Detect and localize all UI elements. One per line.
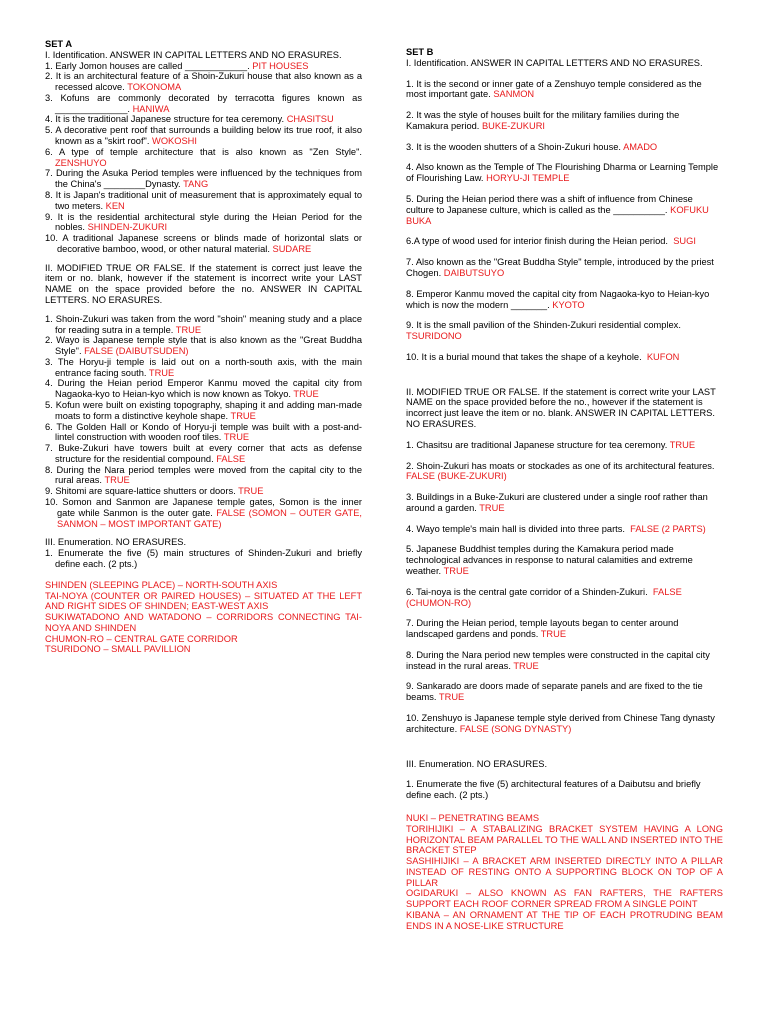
answer-text: DAIBUTSUYO bbox=[443, 267, 505, 278]
answer-text: TRUE bbox=[148, 367, 175, 378]
set-a-column bbox=[45, 39, 362, 655]
answer-text: ZENSHUYO bbox=[55, 157, 107, 168]
list-item bbox=[406, 524, 723, 535]
question-text: 5. A decorative pent roof that surrounds a building below its true roof, it also known as a "skirt roof". bbox=[45, 125, 362, 147]
list-item bbox=[406, 650, 723, 672]
answer-text: CHASITSU bbox=[286, 114, 334, 125]
question-text: 8. During the Nara period new temples were constructed in the capital city instead in the rural areas. bbox=[406, 649, 710, 671]
answer-text: FALSE bbox=[216, 453, 246, 464]
question-text: 3. It is the wooden shutters of a Shoin-Zukuri house. bbox=[406, 141, 621, 152]
list-item bbox=[45, 335, 362, 357]
answer-text: FALSE (SOMON – OUTER GATE, SANMON – MOST IMPORTANT GATE) bbox=[57, 507, 363, 529]
answer-text: TRUE bbox=[513, 660, 539, 671]
list-item bbox=[45, 71, 362, 93]
answer-text: FALSE (SONG DYNASTY) bbox=[459, 723, 572, 734]
question-text: 9. Shitomi are square-lattice shutters or doors. bbox=[45, 486, 236, 497]
question-text: 2. Wayo is Japanese temple style that is also known as the "Great Buddha Style". bbox=[45, 335, 362, 357]
set-a-enumeration-answers bbox=[45, 580, 362, 655]
set-a-enumeration-question: 1. Enumerate the five (5) main structures of Shinden-Zukuri and briefly define each. (2 pts.) bbox=[45, 548, 362, 569]
question-text: 6. The Golden Hall or Kondo of Horyu-ji temple was built with a post-and-lintel construction with wooden roof tiles. bbox=[45, 421, 362, 443]
list-item bbox=[45, 314, 362, 336]
answer-text: TRUE bbox=[293, 389, 319, 400]
answer-text: TANG bbox=[183, 179, 209, 190]
question-text: 7. During the Heian period, temple layouts began to center around landscaped gardens and ponds. bbox=[406, 618, 679, 640]
list-item bbox=[45, 147, 362, 169]
answer-text: KOFUKU BUKA bbox=[406, 204, 709, 226]
list-item bbox=[45, 212, 362, 234]
question-text: 5. During the Heian period there was a shift of influence from Chinese culture to Japanese culture, which is called as the __________. bbox=[406, 194, 693, 215]
set-a-identification-list bbox=[45, 61, 362, 255]
list-item: TAI-NOYA (COUNTER OR PAIRED HOUSES) – SITUATED AT THE LEFT AND RIGHT SIDES OF SHINDEN; EAST-WEST AXIS bbox=[45, 590, 362, 612]
list-item bbox=[45, 93, 362, 115]
list-item bbox=[406, 440, 723, 451]
question-text: 6. A type of temple architecture that is also known as "Zen Style". bbox=[45, 146, 362, 157]
list-item bbox=[406, 194, 723, 226]
answer-text: TRUE bbox=[479, 502, 505, 513]
set-b-enumeration-answers bbox=[406, 813, 723, 932]
question-text: 9. Sankarado are doors made of separate panels and are fixed to the tie beams. bbox=[406, 681, 703, 703]
list-item bbox=[406, 162, 723, 184]
question-text: 1. Chasitsu are traditional Japanese structure for tea ceremony. bbox=[406, 439, 668, 450]
set-b-true-false-heading: II. MODIFIED TRUE OR FALSE. If the statement is correct write your LAST NAME on the space provided before the no., however if the statement is incorrect just leave the item or no. blank. ANSWER IN CAPITAL LETTERS. NO ERASURES. bbox=[406, 386, 716, 429]
question-text: 8. During the Nara period temples were moved from the capital city to the rural areas. bbox=[45, 464, 362, 486]
question-text: 10. A traditional Japanese screens or blinds made of horizontal slats or decorative bamboo, wood, or other natural material. bbox=[45, 233, 362, 254]
list-item bbox=[406, 352, 723, 363]
question-text: 2. Shoin-Zukuri has moats or stockades as one of its architectural features. bbox=[406, 460, 715, 471]
list-item: CHUMON-RO – CENTRAL GATE CORRIDOR bbox=[45, 633, 238, 644]
set-a-identification-heading: I. Identification. ANSWER IN CAPITAL LETTERS AND NO ERASURES. bbox=[45, 49, 342, 60]
list-item bbox=[406, 236, 723, 247]
question-text: 1. Shoin-Zukuri was taken from the word "shoin" meaning study and a place for reading sutra in a temple. bbox=[45, 313, 362, 335]
list-item bbox=[45, 357, 362, 379]
question-text: 10. It is a burial mound that takes the shape of a keyhole. bbox=[406, 351, 642, 362]
question-text: 7. Buke-Zukuri have towers built at every corner that acts as defense structure for the residential compound. bbox=[45, 443, 362, 464]
list-item bbox=[406, 492, 723, 514]
list-item: OGIDARUKI – ALSO KNOWN AS FAN RAFTERS, THE RAFTERS SUPPORT EACH ROOF CORNER SPREAD FROM A SINGLE POINT bbox=[406, 888, 723, 910]
list-item bbox=[45, 378, 362, 400]
list-item: KIBANA – AN ORNAMENT AT THE TIP OF EACH PROTRUDING BEAM ENDS IN A NOSE-LIKE STRUCTURE bbox=[406, 909, 723, 931]
list-item bbox=[45, 190, 362, 212]
question-text: 9. It is the small pavilion of the Shinden-Zukuri residential complex. bbox=[406, 320, 681, 331]
answer-text: SANMON bbox=[493, 89, 535, 100]
list-item bbox=[406, 289, 723, 311]
answer-text: TRUE bbox=[443, 566, 469, 576]
answer-text: TRUE bbox=[175, 324, 202, 335]
question-text: 6.A type of wood used for interior finish during the Heian period. bbox=[406, 236, 669, 247]
set-a-title: SET A bbox=[45, 39, 73, 49]
list-item bbox=[406, 461, 723, 483]
list-item bbox=[406, 110, 723, 132]
question-text: 8. It is Japan's traditional unit of measurement that is approximately equal to two meters. bbox=[45, 189, 362, 211]
answer-text: TRUE bbox=[238, 486, 264, 497]
answer-text: FALSE (DAIBUTSUDEN) bbox=[84, 346, 189, 357]
question-text: 2. It is an architectural feature of a Shoin-Zukuri house that also known as a recessed alcove. bbox=[45, 71, 362, 93]
list-item bbox=[45, 125, 362, 147]
answer-text: SHINDEN-ZUKURI bbox=[87, 222, 168, 233]
list-item bbox=[406, 618, 723, 640]
set-a-true-false-heading: II. MODIFIED TRUE OR FALSE. If the statement is correct just leave the item or no. blank, however if the statement is incorrect write your LAST NAME on the space provided before the no. ANSWER IN CAPITAL LETTERS. NO ERASURES. bbox=[45, 262, 362, 305]
list-item bbox=[45, 61, 362, 72]
answer-text: TSURIDONO bbox=[406, 331, 462, 342]
list-item: SASHIHIJIKI – A BRACKET ARM INSERTED DIRECTLY INTO A PILLAR INSTEAD OF RESTING ONTO A SUPPORTING BLOCK ON TOP OF A PILLAR bbox=[406, 856, 723, 888]
answer-text: PIT HOUSES bbox=[252, 60, 309, 71]
question-text: 4. It is the traditional Japanese structure for tea ceremony. bbox=[45, 114, 285, 125]
question-text: 5. Kofun were built on existing topography, shaping it and adding man-made moats to form a distinctive keyhole shape. bbox=[45, 400, 362, 421]
list-item bbox=[45, 422, 362, 444]
list-item bbox=[406, 587, 723, 609]
answer-text: TOKONOMA bbox=[127, 82, 182, 93]
question-text: 4. During the Heian period Emperor Kanmu moved the capital city from Nagaoka-kyo to Heian-kyo which is now known as Tokyo. bbox=[45, 378, 362, 400]
answer-text: SUGI bbox=[673, 236, 696, 247]
list-item bbox=[45, 486, 362, 497]
answer-text: HORYU-JI TEMPLE bbox=[486, 173, 570, 184]
list-item: TORIHIJIKI – A STABALIZING BRACKET SYSTEM HAVING A LONG HORIZONTAL BEAM PARALLEL TO THE WALL AND INSERTED INTO THE BRACKET STEP bbox=[406, 823, 723, 856]
list-item bbox=[45, 114, 362, 125]
answer-text: FALSE (CHUMON-RO) bbox=[406, 586, 682, 608]
question-text: 4. Wayo temple's main hall is divided into three parts. bbox=[406, 523, 625, 534]
answer-text: WOKOSHI bbox=[152, 136, 197, 147]
list-item bbox=[45, 443, 362, 465]
list-item bbox=[45, 465, 362, 487]
answer-text: TRUE bbox=[540, 629, 567, 640]
answer-text: AMADO bbox=[623, 141, 658, 152]
question-text: 10. Zenshuyo is Japanese temple style derived from Chinese Tang dynasty architecture. bbox=[406, 713, 715, 734]
set-b-true-false-list bbox=[406, 440, 723, 735]
answer-text: FALSE (2 PARTS) bbox=[630, 523, 706, 534]
question-text: 1. Early Jomon houses are called ____________. bbox=[45, 60, 250, 71]
set-b-identification-heading: I. Identification. ANSWER IN CAPITAL LETTERS AND NO ERASURES. bbox=[406, 57, 703, 68]
question-text: 7. Also known as the "Great Buddha Style" temple, introduced by the priest Chogen. bbox=[406, 257, 714, 278]
answer-text: TRUE bbox=[669, 439, 696, 450]
question-text: 3. Buildings in a Buke-Zukuri are clustered under a single roof rather than around a garden. bbox=[406, 492, 708, 513]
question-text: 2. It was the style of houses built for the military families during the Kamakura period. bbox=[406, 110, 680, 131]
set-b-identification-list bbox=[406, 79, 723, 363]
list-item bbox=[406, 142, 723, 153]
answer-text: HANIWA bbox=[132, 103, 170, 114]
question-text: 6. Tai-noya is the central gate corridor of a Shinden-Zukuri. bbox=[406, 586, 648, 597]
question-text: 9. It is the residential architectural style during the Heian Period for the nobles. bbox=[45, 211, 362, 233]
question-text: 3. Kofuns are commonly decorated by terracotta figures known as ______________. bbox=[45, 92, 362, 114]
question-text: 8. Emperor Kanmu moved the capital city from Nagaoka-kyo to Heian-kyo which is now the modern _______. bbox=[406, 288, 710, 310]
list-item bbox=[406, 713, 723, 735]
list-item bbox=[45, 497, 362, 529]
list-item bbox=[406, 544, 723, 576]
set-b-title: SET B bbox=[406, 47, 434, 57]
question-text: 1. It is the second or inner gate of a Zenshuyo temple considered as the most important gate. bbox=[406, 78, 702, 100]
list-item bbox=[406, 320, 723, 342]
answer-text: KEN bbox=[105, 200, 125, 211]
set-b-column bbox=[406, 47, 723, 932]
answer-text: TRUE bbox=[223, 432, 250, 443]
answer-text: TRUE bbox=[104, 475, 130, 486]
question-text: 5. Japanese Buddhist temples during the Kamakura period made technological advances in response to natural calamities and extreme weather. bbox=[406, 544, 693, 576]
answer-text: TRUE bbox=[230, 410, 256, 421]
set-b-enumeration-heading: III. Enumeration. NO ERASURES. bbox=[406, 758, 548, 769]
answer-text: BUKE-ZUKURI bbox=[481, 120, 546, 131]
list-item bbox=[45, 400, 362, 422]
list-item bbox=[45, 233, 362, 255]
question-text: 3. The Horyu-ji temple is laid out on a north-south axis, with the main entrance facing south. bbox=[45, 356, 362, 378]
question-text: 7. During the Asuka Period temples were influenced by the techniques from the China's ________Dynasty. bbox=[45, 168, 362, 190]
list-item bbox=[406, 79, 723, 101]
list-item: TSURIDONO – SMALL PAVILLION bbox=[45, 644, 191, 655]
list-item bbox=[45, 168, 362, 190]
set-b-enumeration-question: 1. Enumerate the five (5) architectural features of a Daibutsu and briefly define each. (2 pts.) bbox=[406, 779, 701, 801]
list-item: SHINDEN (SLEEPING PLACE) – NORTH-SOUTH AXIS bbox=[45, 579, 278, 590]
answer-text: TRUE bbox=[438, 692, 465, 703]
answer-text: KUFON bbox=[646, 351, 680, 362]
answer-text: FALSE (BUKE-ZUKURI) bbox=[406, 471, 507, 482]
question-text: 4. Also known as the Temple of The Flourishing Dharma or Learning Temple of Flourishing Law. bbox=[406, 162, 719, 184]
set-a-true-false-list bbox=[45, 314, 362, 530]
list-item: SUKIWATADONO AND WATADONO – CORRIDORS CONNECTING TAI-NOYA AND SHINDEN bbox=[45, 612, 362, 633]
set-a-enumeration-heading: III. Enumeration. NO ERASURES. bbox=[45, 537, 187, 548]
list-item bbox=[406, 257, 723, 279]
list-item: NUKI – PENETRATING BEAMS bbox=[406, 812, 540, 823]
list-item bbox=[406, 681, 723, 703]
question-text: 10. Somon and Sanmon are Japanese temple gates, Somon is the inner gate while Sanmon is the outer gate. bbox=[45, 497, 362, 518]
answer-text: KYOTO bbox=[552, 299, 585, 310]
answer-text: SUDARE bbox=[272, 243, 312, 254]
